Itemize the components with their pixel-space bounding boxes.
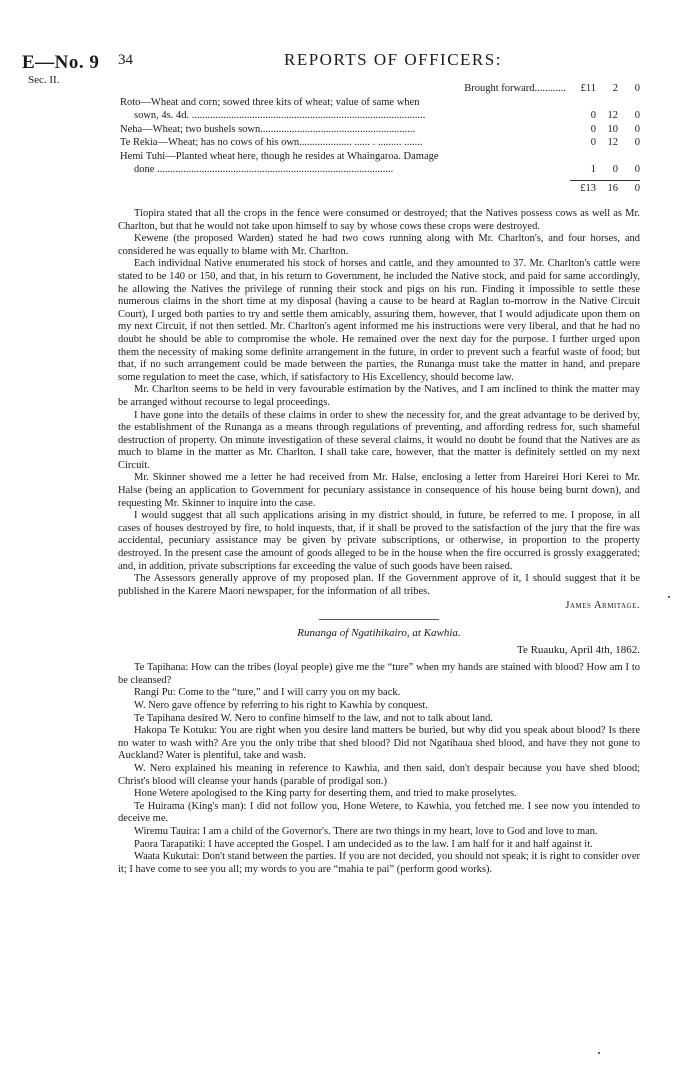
document-id: E—No. 9: [22, 52, 100, 73]
ledger-amount: [566, 136, 640, 150]
dialogue-line: Rangi Pu: Come to the “ture,” and I will carry you on my back.: [134, 687, 401, 699]
dialogue-line: Hakopa Te Kotuku: You are right when you desire land matters be buried, but why did you speak about blood? Is there no water to wash with? Are you the only tribe that shed blood? Did not Ngatihaua shed blood, and have they not gone to Auckland? Water is plentiful, take and wash.: [118, 725, 640, 762]
dialogue-line: W. Nero explained his meaning in reference to Kawhia, and then said, don't despair because you have shed blood; Christ's blood will cleanse your hands (parable of prodigal son.): [118, 762, 640, 787]
page-title: REPORTS OF OFFICERS:: [284, 50, 502, 69]
ledger-item-text: Hemi Tuhi—Planted wheat here, though he resides at Whaingaroa. Damage: [120, 150, 439, 162]
place-date: Te Ruauku, April 4th, 1862.: [517, 643, 640, 656]
ledger-amount: [566, 163, 640, 177]
page-number: 34: [118, 52, 133, 68]
amount-pence: 0: [634, 164, 640, 175]
ledger-amount: [566, 109, 640, 123]
dialogue-line: Waata Kukutai: Don't stand between the parties. If you are not decided, you should not speak; it is right to consider over it; I have come to see you all; my words to you are “mahia te pai” (perform good works).: [118, 851, 640, 875]
ledger-amount: [566, 123, 640, 137]
amount-shillings: 0: [612, 164, 618, 175]
amount-shillings: 10: [607, 123, 618, 135]
ledger-item-text: Roto—Wheat and corn; sowed three kits of wheat; value of same when: [120, 96, 420, 108]
section-label: Sec. II.: [28, 74, 60, 86]
signature: James Armitage.: [565, 600, 640, 612]
paragraph: The Assessors generally approve of my proposed plan. If the Government approve of it, I should suggest that it be published in the Karere Maori newspaper, for the information of all tribes.: [118, 573, 640, 597]
ledger-row: [120, 150, 640, 177]
amount-pounds: £11: [580, 83, 596, 94]
ledger-item-text: Neha—Wheat; two bushels sown...........................................................: [120, 123, 416, 135]
dialogue-line: W. Nero gave offence by referring to his right to Kawhia by conquest.: [134, 699, 428, 711]
ledger-brought-forward: [120, 82, 640, 96]
ledger-amount: [566, 82, 640, 96]
dialogue-line: Paora Tarapatiki: I have accepted the Gospel. I am undecided as to the law. I am half for it and half against it.: [134, 838, 593, 850]
amount-pounds: 1: [590, 164, 596, 175]
dialogue-line: Te Tapihana: How can the tribes (loyal people) give me the “ture” when my hands are stained with blood? How am I to be cleansed?: [118, 662, 640, 686]
paragraph: Mr. Skinner showed me a letter he had received from Mr. Halse, enclosing a letter from Hareirei Hori Kerei to Mr. Halse (being an application to Government for pecuniary assistance in consequence of his house being burnt down), and requesting Mr. Skinner to inquire into the case.: [118, 472, 640, 509]
amount-pounds: 0: [590, 123, 596, 135]
amount-shillings: 12: [607, 110, 618, 121]
amount-pence: 0: [634, 83, 640, 94]
section-subtitle: Runanga of Ngatihikairo, at Kawhia.: [297, 627, 461, 639]
amount-shillings: 12: [607, 137, 618, 148]
amount-pence: 0: [634, 110, 640, 121]
ledger-row: [120, 123, 640, 137]
ledger-row: [120, 96, 640, 123]
print-speck: [668, 596, 670, 598]
ledger-item-continuation: done ..........................................................................................: [134, 164, 394, 175]
amount-pounds: £13: [580, 182, 596, 194]
ledger-total: [120, 182, 640, 196]
ledger-row: [120, 136, 640, 150]
paragraph: Tiopira stated that all the crops in the fence were consumed or destroyed; that the Natives possess cows as well as Mr. Charlton, but that he would not take upon himself to say by whose cows these crops were destroyed.: [118, 208, 640, 232]
amount-shillings: 2: [612, 83, 618, 94]
dialogue-line: Wiremu Tauira: I am a child of the Governor's. There are two things in my heart, love to God and love to man.: [134, 825, 598, 837]
report-body: [118, 208, 640, 876]
print-speck: [598, 1052, 600, 1054]
dialogue-line: Te Huirama (King's man): I did not follow you, Hone Wetere, to Kawhia, you fetched me. I see now you intended to deceive me.: [118, 800, 640, 825]
amount-shillings: 16: [607, 182, 618, 194]
paragraph: Kewene (the proposed Warden) stated he had two cows running along with Mr. Charlton's, and four horses, and considered he was equally to blame with Mr. Charlton.: [118, 233, 640, 257]
amount-pence: 0: [634, 137, 640, 148]
total-rule: [570, 180, 640, 181]
ledger-amount: [566, 182, 640, 196]
dialogue-line: Te Tapihana desired W. Nero to confine himself to the law, and not to talk about land.: [134, 712, 493, 724]
page-header: [0, 0, 700, 92]
dialogue-line: Hone Wetere apologised to the King party for deserting them, and tried to make proselytes.: [134, 788, 517, 800]
amount-pence: 0: [634, 123, 640, 135]
paragraph: Mr. Charlton seems to be held in very favourable estimation by the Natives, and I am inclined to think the matter may be arranged without recourse to legal proceedings.: [118, 384, 640, 408]
amount-pence: 0: [634, 182, 640, 194]
ledger-item-text: Te Rekia—Wheat; has no cows of his own.................... ...... . ......... .......: [120, 137, 423, 148]
ledger-item-continuation: sown, 4s. 4d. .........................................................................................: [134, 110, 426, 121]
paragraph: I have gone into the details of these claims in order to shew the necessity for, and the great advantage to be derived by, the establishment of the Runanga as a means through regulations of preventing, and affording redress for, such shameful destruction of property. On minute investigation of these several claims, it would no doubt be found that the Natives are as much to blame in the matter as Mr. Charlton. I shall take care, however, that the matter is definitely settled on my next Circuit.: [118, 409, 640, 471]
section-divider: [319, 619, 439, 620]
damage-ledger: [120, 82, 640, 195]
paragraph: Each individual Native enumerated his stock of horses and cattle, and they amounted to 37. Mr. Charlton's cattle were stated to be 140 or 150, and that, in his return to Government, he included the Native stock, and paid for same accordingly, he allowing the Natives the privilege of running their stock and pigs on his run. Finding it impossible to settle these numerous claims in the short time at my disposal (having a cause to be heard at Raglan to-morrow in the Native Circuit Court), I urged both parties to try and settle them amicably, assuring them, however, that I would adjudicate upon them on my next Circuit, if not then settled. Mr. Charlton's agent informed me his instructions were very liberal, and that he had no doubt he should be able to compromise the whole. He remained over the next day for the purpose. I further urged upon them the necessity of making some definite arrangement in the future, in order to prevent such a fearful waste of food; but that, if no such arrangement could be made between the parties, the Runanga must take the matter in hand, and prepare some regulation to meet the case, which, if satisfactory to His Excellency, should become law.: [118, 258, 640, 383]
amount-pounds: 0: [590, 137, 596, 148]
amount-pounds: 0: [590, 110, 596, 121]
paragraph: I would suggest that all such applications arising in my district should, in future, be referred to me. I propose, in all cases of houses destroyed by fire, to hold inquests, that, if it shall be proved to the satisfaction of the jury that the fire was accidental, pecuniary assistance may be given by private subscriptions, or otherwise, in proportion to the property destroyed. In the present case the amount of goods alleged to be in the house when the fire occurred is grossly exaggerated; and, in addition, private subscriptions far exceeding the value of such goods have been raised.: [118, 510, 640, 572]
brought-forward-label: Brought forward............: [464, 83, 566, 94]
